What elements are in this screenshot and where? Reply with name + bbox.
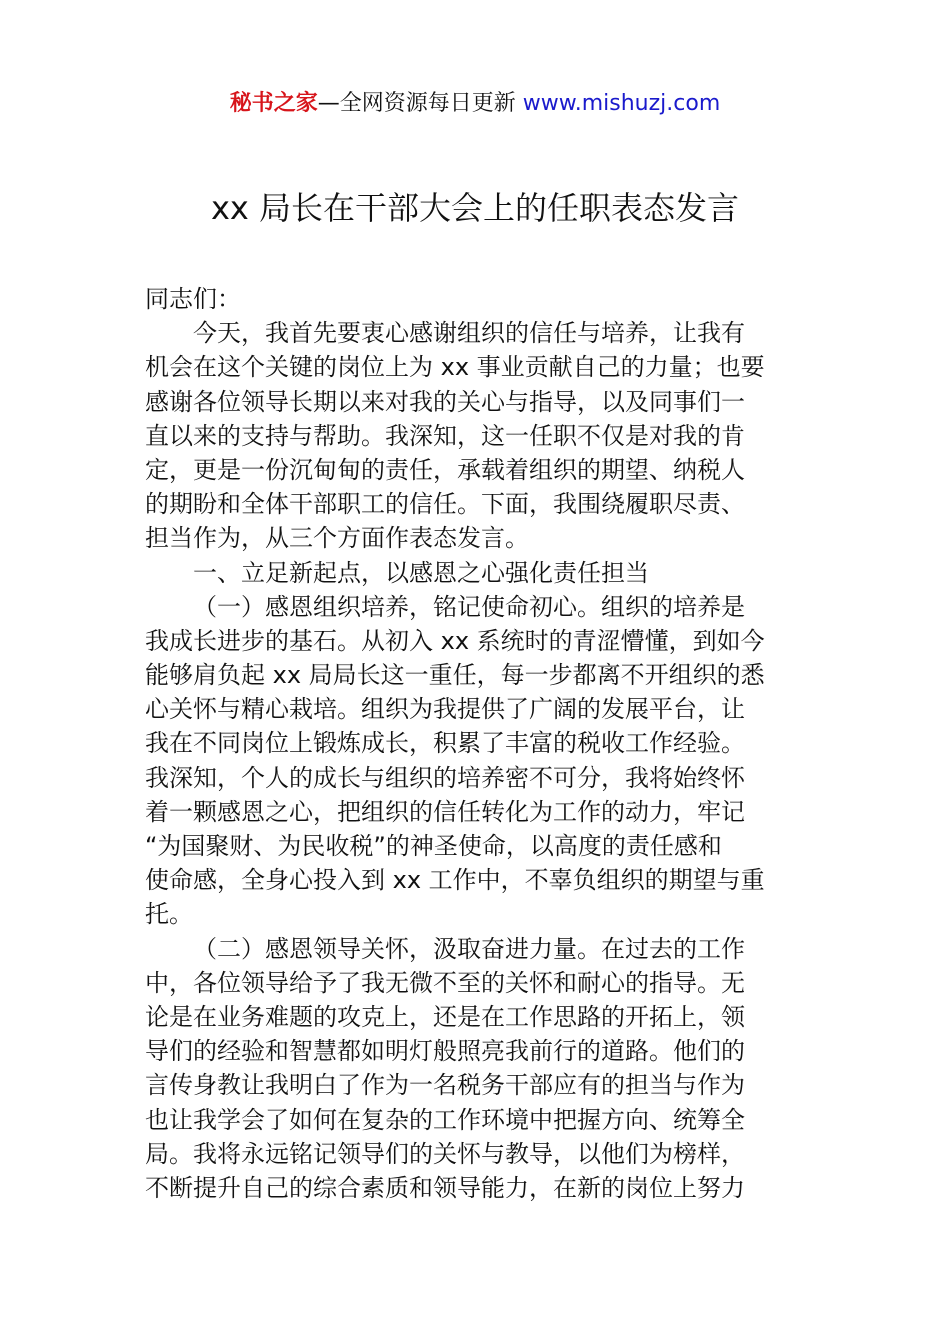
brand-name: 秘书之家 (229, 91, 318, 116)
section-heading: 一、立足新起点，以感恩之心强化责任担当 (193, 558, 649, 587)
paragraph-line: 我在不同岗位上锻炼成长，积累了丰富的税收工作经验。 (145, 729, 745, 758)
salutation: 同志们： (145, 285, 241, 313)
paragraph-line: 言传身教让我明白了作为一名税务干部应有的担当与作为 (145, 1071, 745, 1100)
paragraph-line: 直以来的支持与帮助。我深知，这一任职不仅是对我的肯 (145, 421, 745, 450)
paragraph-line: 今天，我首先要衷心感谢组织的信任与培养，让我有 (193, 319, 745, 348)
document-body (145, 282, 811, 1205)
paragraph-line: 使命感，全身心投入到 xx 工作中，不辜负组织的期望与重 (145, 866, 765, 895)
header-tagline: —全网资源每日更新 (317, 91, 523, 116)
site-header (0, 86, 950, 122)
site-url: www.mishuzj.com (522, 91, 721, 116)
paragraph-line: 论是在业务难题的攻克上，还是在工作思路的开拓上，领 (145, 1002, 745, 1031)
paragraph-line: 我成长进步的基石。从初入 xx 系统时的青涩懵懂，到如今 (145, 626, 765, 655)
paragraph-line: 心关怀与精心栽培。组织为我提供了广阔的发展平台，让 (145, 695, 745, 724)
paragraph-line: （二）感恩领导关怀，汲取奋进力量。在过去的工作 (193, 934, 745, 963)
paragraph-line: 托。 (145, 900, 193, 929)
paragraph-line: “为国聚财、为民收税”的神圣使命，以高度的责任感和 (145, 832, 722, 860)
document-title: xx 局长在干部大会上的任职表态发言 (210, 189, 740, 227)
paragraph-line: （一）感恩组织培养，铭记使命初心。组织的培养是 (193, 592, 745, 621)
paragraph-line: 不断提升自己的综合素质和领导能力，在新的岗位上努力 (145, 1173, 745, 1202)
paragraph-line: 能够肩负起 xx 局局长这一重任，每一步都离不开组织的悉 (145, 661, 765, 690)
paragraph-line: 机会在这个关键的岗位上为 xx 事业贡献自己的力量；也要 (145, 353, 765, 382)
paragraph-line: 导们的经验和智慧都如明灯般照亮我前行的道路。他们的 (145, 1037, 745, 1066)
paragraph-line: 担当作为，从三个方面作表态发言。 (145, 524, 529, 553)
paragraph-line: 着一颗感恩之心，把组织的信任转化为工作的动力，牢记 (145, 797, 745, 826)
paragraph-line: 中，各位领导给予了我无微不至的关怀和耐心的指导。无 (145, 968, 745, 997)
paragraph-line: 也让我学会了如何在复杂的工作环境中把握方向、统筹全 (145, 1105, 745, 1134)
paragraph-line: 我深知，个人的成长与组织的培养密不可分，我将始终怀 (145, 763, 745, 792)
paragraph-line: 局。我将永远铭记领导们的关怀与教导，以他们为榜样， (145, 1139, 745, 1168)
paragraph-line: 的期盼和全体干部职工的信任。下面，我围绕履职尽责、 (145, 490, 745, 519)
paragraph-line: 定，更是一份沉甸甸的责任，承载着组织的期望、纳税人 (145, 455, 745, 484)
paragraph-line: 感谢各位领导长期以来对我的关心与指导，以及同事们一 (145, 387, 745, 416)
